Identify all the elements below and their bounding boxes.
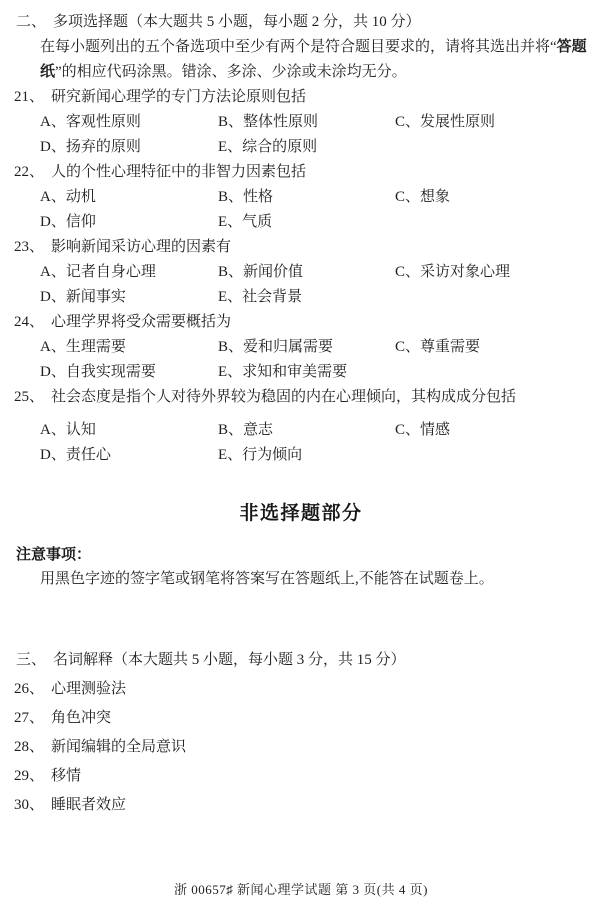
option-row <box>0 418 602 443</box>
option-row <box>0 210 602 235</box>
term-text: 心理测验法 <box>51 681 127 697</box>
notes-body: 用黑色字迹的签字笔或钢笔将答案写在答题纸上,不能答在试题卷上。 <box>40 571 494 587</box>
mc-instruction-line-1 <box>0 35 602 60</box>
mc-section-heading <box>0 10 602 35</box>
option-row <box>0 335 602 360</box>
term-text: 角色冲突 <box>51 710 112 726</box>
term-item-29 <box>0 764 602 789</box>
question-text: 心理学界将受众需要概括为 <box>51 314 232 330</box>
term-text: 睡眠者效应 <box>51 797 127 813</box>
notes-title: 注意事项： <box>16 546 92 563</box>
question-number: 22、 <box>14 164 45 180</box>
option-b: B、整体性原则 <box>218 114 319 130</box>
option-row <box>0 185 602 210</box>
option-e: E、行为倾向 <box>218 447 303 463</box>
term-item-30 <box>0 793 602 818</box>
term-number: 30、 <box>14 797 45 813</box>
option-e: E、求知和审美需要 <box>218 364 348 380</box>
mc-section-number: 二、 <box>16 14 47 30</box>
option-c: C、发展性原则 <box>395 114 496 130</box>
option-e: E、气质 <box>218 214 273 230</box>
option-c: C、采访对象心理 <box>395 264 511 280</box>
question-stem <box>0 385 602 410</box>
option-b: B、爱和归属需要 <box>218 339 334 355</box>
question-number: 21、 <box>14 89 45 105</box>
option-d: D、责任心 <box>40 447 111 463</box>
question-stem <box>0 85 602 110</box>
question-stem <box>0 235 602 260</box>
option-b: B、性格 <box>218 189 274 205</box>
option-row <box>0 260 602 285</box>
non-mc-section-heading: 非选择题部分 <box>239 503 363 524</box>
option-e: E、综合的原则 <box>218 139 318 155</box>
term-item-28 <box>0 735 602 760</box>
term-number: 26、 <box>14 681 45 697</box>
term-number: 28、 <box>14 739 45 755</box>
question-number: 24、 <box>14 314 45 330</box>
question-text: 影响新闻采访心理的因素有 <box>51 239 232 255</box>
option-c: C、想象 <box>395 189 451 205</box>
mc-instruction-line-2 <box>0 60 602 85</box>
question-21 <box>0 85 602 160</box>
term-item-27 <box>0 706 602 731</box>
term-item-26 <box>0 677 602 702</box>
question-24 <box>0 310 602 385</box>
option-e: E、社会背景 <box>218 289 303 305</box>
page-footer: 浙 00657♯ 新闻心理学试题 第 3 页(共 4 页) <box>174 882 428 897</box>
option-a: A、记者自身心理 <box>40 264 156 280</box>
option-d: D、信仰 <box>40 214 96 230</box>
question-23 <box>0 235 602 310</box>
question-text: 社会态度是指个人对待外界较为稳固的内在心理倾向，其构成成分包括 <box>51 389 517 405</box>
term-text: 新闻编辑的全局意识 <box>51 739 187 755</box>
question-text: 人的个性心理特征中的非智力因素包括 <box>51 164 307 180</box>
mc-instruction-emphasis: 纸 <box>40 64 56 80</box>
mc-instruction-emphasis: 答题 <box>556 39 587 55</box>
option-a: A、客观性原则 <box>40 114 141 130</box>
option-b: B、意志 <box>218 422 274 438</box>
term-number: 29、 <box>14 768 45 784</box>
option-row <box>0 360 602 385</box>
option-a: A、认知 <box>40 422 96 438</box>
terms-section-heading <box>0 648 602 673</box>
terms-section-title: 名词解释（本大题共 5 小题，每小题 3 分，共 15 分） <box>53 652 406 668</box>
question-number: 25、 <box>14 389 45 405</box>
option-a: A、生理需要 <box>40 339 126 355</box>
option-row <box>0 443 602 468</box>
option-a: A、动机 <box>40 189 96 205</box>
option-d: D、自我实现需要 <box>40 364 156 380</box>
question-text: 研究新闻心理学的专门方法论原则包括 <box>51 89 307 105</box>
question-number: 23、 <box>14 239 45 255</box>
question-25 <box>0 385 602 468</box>
mc-section-title: 多项选择题（本大题共 5 小题，每小题 2 分，共 10 分） <box>53 14 421 30</box>
option-d: D、扬弃的原则 <box>40 139 141 155</box>
mc-instruction-text: ”的相应代码涂黑。错涂、多涂、少涂或未涂均无分。 <box>55 64 407 80</box>
term-text: 移情 <box>51 768 82 784</box>
option-c: C、尊重需要 <box>395 339 481 355</box>
question-stem <box>0 310 602 335</box>
terms-section-number: 三、 <box>16 652 47 668</box>
question-22 <box>0 160 602 235</box>
option-row <box>0 135 602 160</box>
option-c: C、情感 <box>395 422 451 438</box>
option-row <box>0 285 602 310</box>
question-stem <box>0 160 602 185</box>
option-d: D、新闻事实 <box>40 289 126 305</box>
option-b: B、新闻价值 <box>218 264 304 280</box>
option-row <box>0 110 602 135</box>
mc-instruction-text: 在每小题列出的五个备选项中至少有两个是符合题目要求的，请将其选出并将“ <box>40 39 557 55</box>
term-number: 27、 <box>14 710 45 726</box>
